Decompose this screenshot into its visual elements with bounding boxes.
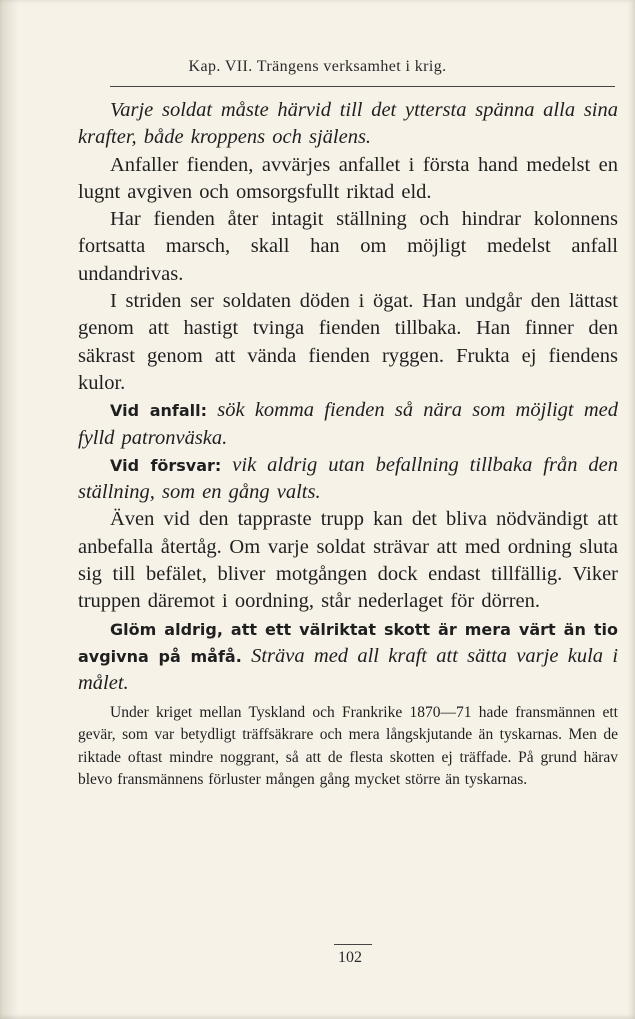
header-rule: [110, 86, 615, 87]
footnote-paragraph: Under kriget mellan Tyskland och Frankrike 1870—71 hade fransmännen ett gevär, som var betydligt träffsäkrare och mera långskjutande än tyskarnas. Men de riktade oftast mindre noggrant, så att de flesta skotten ej träffade. På grund härav blevo fransmännens förluster mången gång mycket större än tyskarnas.: [78, 703, 618, 789]
running-head: Kap. VII. Trängens verksamhet i krig.: [188, 58, 447, 75]
defense-text: vik aldrig utan befallning tillbaka från den ställning, som en gång valts.: [78, 453, 618, 504]
paragraph-attack-rule: [78, 397, 618, 452]
attack-text: sök komma fienden så nära som möjligt med fylld patronväska.: [78, 399, 618, 449]
paragraph-aimed-shot: [78, 616, 618, 698]
attack-label: Vid anfall:: [110, 401, 208, 421]
defense-label: Vid försvar:: [110, 455, 222, 475]
paragraph-effort: Varje soldat måste härvid till det yttersta spänna alla sina krafter, både kroppens och själens.: [78, 99, 618, 149]
page-number-rule: [334, 944, 372, 945]
paragraph-retreat: Även vid den tappraste trupp kan det bliva nödvändigt att anbefalla återtåg. Om varje soldat strävar att med ordning sluta sig till befälet, bliver motgången dock endast tillfällig. Viker truppen däremot i oordning, står nederlaget för dörren.: [78, 508, 618, 613]
paragraph-attack-defense: Anfaller fienden, avvärjes anfallet i första hand medelst en lugnt avgiven och omsorgsfullt riktad eld.: [78, 153, 618, 203]
aimed-shot-italic: Sträva med all kraft att sätta varje kula i målet.: [78, 644, 619, 695]
page-body: [78, 97, 618, 792]
page-number: 102: [338, 949, 362, 966]
paragraph-defense-rule: [78, 452, 618, 507]
paragraph-position: Har fienden åter intagit ställning och hindrar kolonnens fortsatta marsch, skall han om möjligt medelst anfall undandrivas.: [78, 208, 618, 285]
aimed-shot-bold: Glöm aldrig, att ett välriktat skott är mera värt än tio avgivna på måfå.: [78, 619, 618, 666]
paragraph-battle: I striden ser soldaten döden i ögat. Han undgår den lättast genom att hastigt tvinga fienden tillbaka. Han finner den säkrast genom att vända fienden ryggen. Frukta ej fiendens kulor.: [78, 290, 618, 394]
